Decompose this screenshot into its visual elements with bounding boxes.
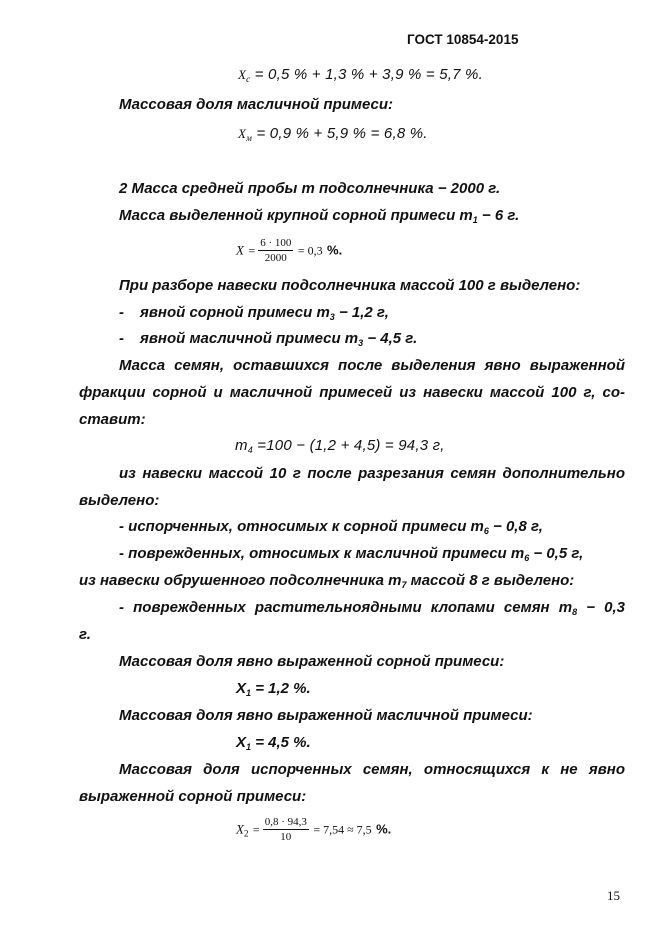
sample10-line1: из навески массой 10 г после разрезания семян дополнительно [119, 465, 625, 482]
hulled-line1: из навески обрушенного подсолнечника $m_7$ массой 8 г выделено: [79, 572, 575, 590]
spoiled-line1: Массовая доля испорченных семян, относящихся к не явно [119, 761, 625, 778]
item2-sample-mass: 2 Масса средней пробы m подсолнечника − 2000 г. [119, 180, 501, 197]
formula-x2-fraction [263, 815, 309, 844]
result-oil-value: $X_1 = 4,5$ %. [236, 734, 311, 752]
formula-xc [238, 66, 483, 84]
formula-x: X = $\frac{6 \cdot 100}{2000}$ = 0,3 %. [236, 237, 343, 264]
formula-x2-numerator: 0,8 · 94,3 [264, 816, 307, 828]
formula-x-result: = 0,3 [297, 243, 323, 258]
spoiled-line2: выраженной сорной примеси: [79, 788, 307, 805]
formula-m4-sub: 4 [247, 445, 253, 455]
formula-xm-expr: = 0,9 % + 5,9 % = 6,8 %. [252, 125, 428, 142]
formula-x2: $X_2$ = $\frac{0,8 \cdot 94,3}{10}$ = 7,54 ≈ 7,5 %. [236, 816, 392, 843]
formula-x-denominator: 2000 [264, 252, 287, 264]
formula-x-var: X [236, 242, 244, 258]
sample100-bullet2-dash: - [119, 330, 124, 347]
result-weed-value: $X_1 = 1,2$ %. [236, 680, 311, 698]
result-weed-label: Массовая доля явно выраженной сорной примеси: [119, 653, 505, 670]
sample100-bullet1-text: явной сорной примеси $m_3 - 1,2$ г, [140, 304, 389, 322]
formula-xc-var: X [238, 67, 247, 82]
sample100-bullet2 [119, 330, 124, 347]
result-oil-label: Массовая доля явно выраженной масличной примеси: [119, 707, 533, 724]
formula-xm [238, 125, 428, 143]
page-number: 15 [607, 888, 620, 903]
hulled-line2: - поврежденных растительноядными клопами семян $m_8 - 0,3$ [119, 599, 625, 617]
formula-xm-sub: м [246, 133, 253, 143]
formula-m4-var: m [235, 437, 248, 454]
formula-x2-result: = 7,54 ≈ 7,5 [313, 822, 372, 837]
formula-x-unit: %. [327, 242, 343, 258]
item2-coarse-pre: Масса выделенной крупной сорной примеси m [119, 207, 473, 224]
remaining-line1: Масса семян, оставшихся после выделения явно выраженной [119, 357, 625, 374]
item2-coarse-mass [119, 207, 519, 225]
formula-x-numerator: 6 · 100 [260, 237, 292, 249]
formula-x2-var: X [236, 821, 244, 837]
formula-xm-var: X [238, 126, 247, 141]
remaining-line2: фракции сорной и масличной примесей из навески массой 100 г, со- [79, 384, 625, 401]
formula-x2-denominator: 10 [280, 831, 292, 843]
remaining-line3: ставит: [79, 411, 146, 428]
item2-coarse-sub: 1 [472, 215, 478, 225]
formula-m4-expr: =100 − (1,2 + 4,5) = 94,3 г, [252, 437, 445, 454]
sample10-bullet2: - поврежденных, относимых к масличной примеси $m_6 - 0,5$ г, [119, 545, 584, 563]
formula-xc-expr: = 0,5 % + 1,3 % + 3,9 % = 5,7 %. [250, 66, 483, 83]
formula-x2-sub: 2 [243, 828, 249, 839]
formula-x2-unit: %. [376, 821, 392, 837]
hulled-line3: г. [79, 626, 91, 643]
sample10-line2: выделено: [79, 492, 160, 509]
formula-xc-sub: с [246, 74, 251, 84]
formula-m4 [235, 437, 445, 455]
sample10-bullet1: - испорченных, относимых к сорной примеси $m_6 - 0,8$ г, [119, 518, 543, 536]
formula-x-fraction [258, 236, 293, 265]
item2-coarse-post: − 6 г. [477, 207, 520, 224]
document-code: ГОСТ 10854-2015 [407, 32, 519, 47]
sample100-bullet1-dash: - [119, 304, 124, 321]
sample100-bullet1 [119, 304, 124, 321]
sample100-intro: При разборе навески подсолнечника массой 100 г выделено: [119, 277, 581, 294]
sample100-bullet2-text: явной масличной примеси $m_3 - 4,5$ г. [140, 330, 418, 348]
oil-impurity-share-label: Массовая доля масличной примеси: [119, 96, 394, 113]
